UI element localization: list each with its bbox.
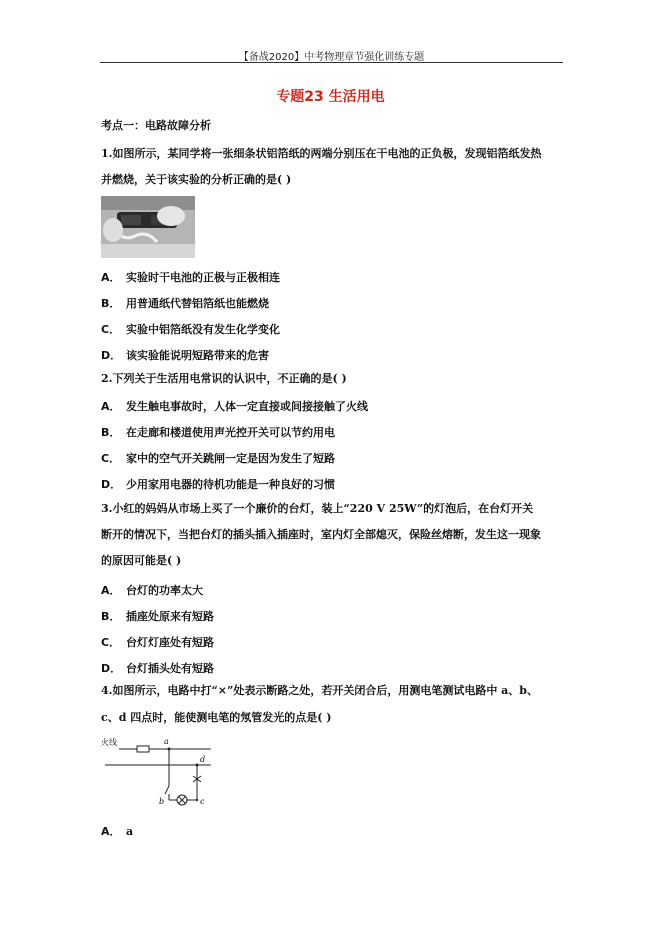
option-text: a xyxy=(126,825,134,838)
point-d-label: d xyxy=(200,755,206,764)
option-text: 用普通纸代替铝箔纸也能燃烧 xyxy=(126,297,269,310)
option-text: 发生触电事故时，人体一定直接或间接接触了火线 xyxy=(126,400,368,413)
option-letter: A． xyxy=(101,271,121,284)
option-letter: C． xyxy=(101,636,121,649)
point-a-label: a xyxy=(164,737,169,746)
option-text: 台灯灯座处有短路 xyxy=(126,636,214,649)
option-text: 实验中铝箔纸没有发生化学变化 xyxy=(126,323,280,336)
option-letter: A． xyxy=(101,584,121,597)
battery-foil-photo xyxy=(101,196,195,258)
option-letter: C． xyxy=(101,452,121,465)
page-header: 【备战2020】中考物理章节强化训练专题 xyxy=(238,52,425,63)
fuse-icon xyxy=(137,746,149,752)
question-3-option-b[interactable] xyxy=(101,608,214,624)
option-letter: A． xyxy=(101,400,121,413)
question-2-option-d[interactable] xyxy=(101,476,335,492)
option-letter: B． xyxy=(101,610,121,623)
page-title: 专题23 生活用电 xyxy=(276,89,385,105)
option-letter: B． xyxy=(101,426,121,439)
option-text: 台灯的功率太大 xyxy=(126,584,203,597)
question-1-line-1: 1.如图所示，某同学将一张细条状铝箔纸的两端分别压在干电池的正负极，发现铝箔纸发热 xyxy=(101,147,542,160)
section-heading: 考点一：电路故障分析 xyxy=(101,119,211,132)
question-3-line-1: 3.小红的妈妈从市场上买了一个廉价的台灯，装上“220 V 25W”的灯泡后，在台灯开关 xyxy=(101,502,534,515)
point-c-label: c xyxy=(200,797,205,806)
question-2-option-b[interactable] xyxy=(101,424,335,440)
question-4-option-a[interactable] xyxy=(101,823,133,839)
question-3-option-c[interactable] xyxy=(101,634,214,650)
option-text: 台灯插头处有短路 xyxy=(126,662,214,675)
circuit-diagram xyxy=(101,736,211,812)
question-2-option-a[interactable] xyxy=(101,398,368,414)
option-text: 在走廊和楼道使用声光控开关可以节约用电 xyxy=(126,426,335,439)
question-3-line-3: 的原因可能是( ) xyxy=(101,554,182,567)
option-text: 实验时干电池的正极与正极相连 xyxy=(126,271,280,284)
option-letter: A． xyxy=(101,825,121,838)
point-b-label: b xyxy=(159,797,165,806)
option-letter: C． xyxy=(101,323,121,336)
question-1-option-b[interactable] xyxy=(101,295,269,311)
question-2-line-1: 2.下列关于生活用电常识的认识中，不正确的是( ) xyxy=(101,372,347,385)
option-letter: D． xyxy=(101,478,122,491)
question-3-option-d[interactable] xyxy=(101,660,214,676)
question-4-line-2: c、d 四点时，能使测电笔的氖管发光的点是( ) xyxy=(101,711,332,724)
option-text: 少用家用电器的待机功能是一种良好的习惯 xyxy=(126,478,335,491)
question-1-line-2: 并燃烧，关于该实验的分析正确的是( ) xyxy=(101,173,292,186)
question-3-line-2: 断开的情况下，当把台灯的插头插入插座时，室内灯全部熄灭，保险丝熔断，发生这一现象 xyxy=(101,528,541,541)
option-text: 家中的空气开关跳闸一定是因为发生了短路 xyxy=(126,452,335,465)
question-1-option-c[interactable] xyxy=(101,321,280,337)
option-letter: D． xyxy=(101,662,122,675)
option-letter: D． xyxy=(101,349,122,362)
option-text: 该实验能说明短路带来的危害 xyxy=(126,349,269,362)
question-4-line-1: 4.如图所示，电路中打“×”处表示断路之处，若开关闭合后，用测电笔测试电路中 a、b、 xyxy=(101,684,539,697)
option-letter: B． xyxy=(101,297,121,310)
question-2-option-c[interactable] xyxy=(101,450,335,466)
live-wire-label: 火线 xyxy=(101,738,117,747)
header-rule xyxy=(100,62,563,63)
question-1-option-a[interactable] xyxy=(101,269,280,285)
question-3-option-a[interactable] xyxy=(101,582,203,598)
option-text: 插座处原来有短路 xyxy=(126,610,214,623)
question-1-option-d[interactable] xyxy=(101,347,269,363)
